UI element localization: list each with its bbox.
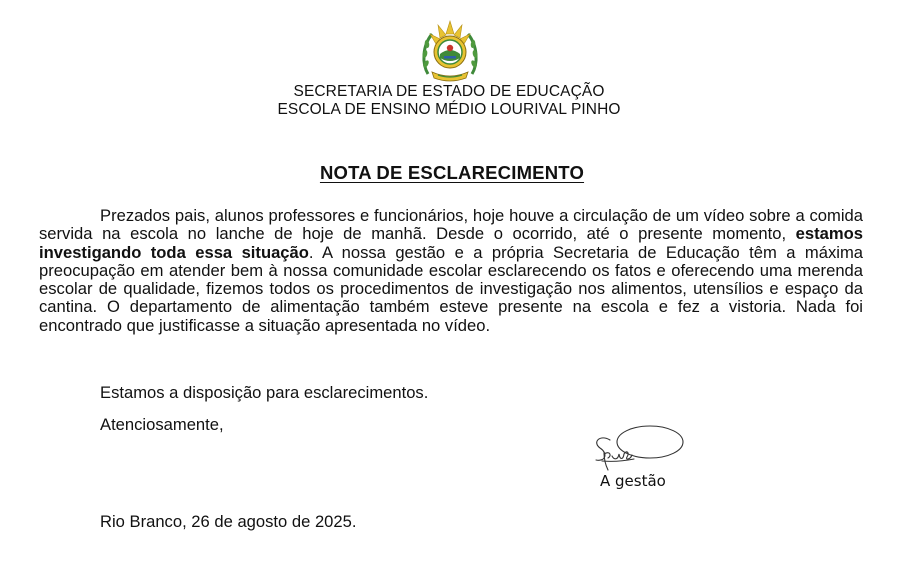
body-paragraph [39, 207, 863, 335]
signature-label: A gestão [600, 472, 666, 490]
body-text-bold: estamos investigando toda essa situação [39, 224, 863, 262]
body-text-part2: . A nossa gestão e a própria Secretaria de Educação têm a máxima preocupação em atender bem à nossa comunidade escolar esclarecendo os fatos e oferecendo uma merenda escolar de qualidade, fizemos todos os procedimentos de investigação nos alimentos, utensílios e espaço da cantina. O departamento de alimentação também esteve presente na escola e fez a vistoria. Nada foi encontrado que justificasse a situação apresentada no vídeo. [39, 242, 864, 335]
school-name: ESCOLA DE ENSINO MÉDIO LOURIVAL PINHO [277, 101, 621, 118]
availability-line: Estamos a disposição para esclarecimentos. [100, 383, 429, 402]
page-title: NOTA DE ESCLARECIMENTO [319, 162, 585, 183]
handwritten-signature-icon [588, 420, 688, 472]
body-text-part1: Prezados pais, alunos professores e funcionários, hoje houve a circulação de um vídeo sobre a comida servida na escola no lanche de hoje de manhã. Desde o ocorrido, até o presente momento, [39, 206, 863, 244]
closing-line: Atenciosamente, [100, 415, 224, 434]
date-line: Rio Branco, 26 de agosto de 2025. [100, 512, 357, 531]
state-coat-of-arms-icon [418, 20, 482, 82]
secretariat-name: SECRETARIA DE ESTADO DE EDUCAÇÃO [293, 83, 605, 100]
